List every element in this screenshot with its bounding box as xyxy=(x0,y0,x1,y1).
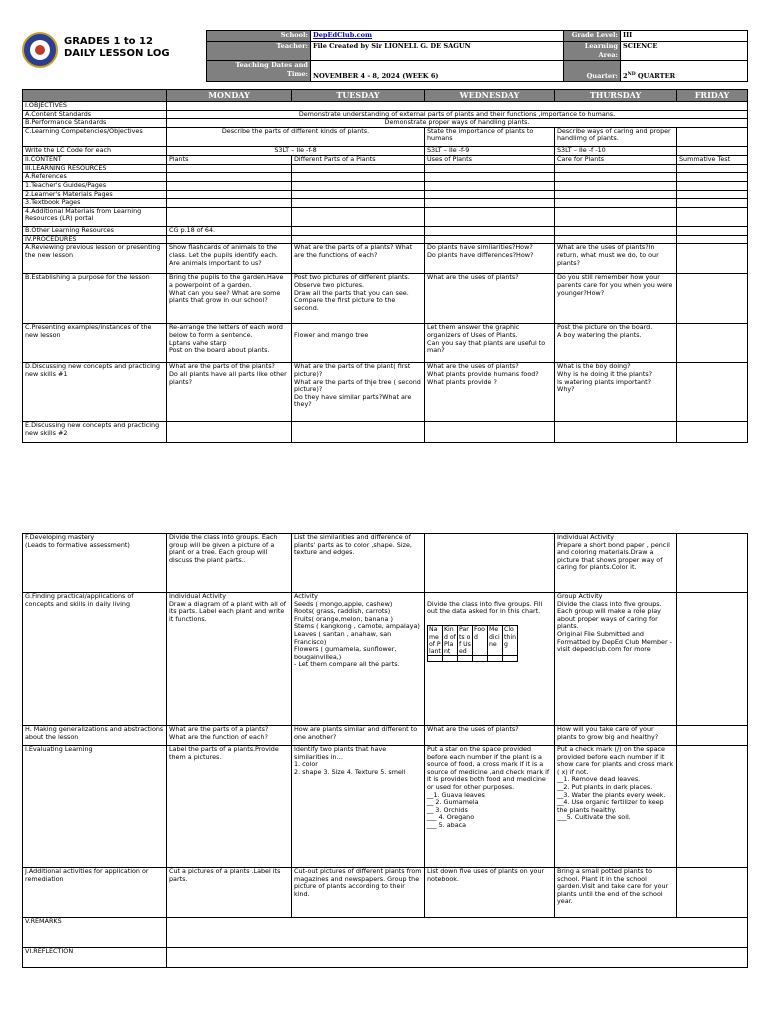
developing-mon: Divide the class into groups. Each group will be given a picture of a plant or a tree. Each group will discuss the plant parts.. xyxy=(167,534,292,593)
chart-col-clothing: Clothing xyxy=(503,626,518,656)
row-performance-standards: B.Performance Standards xyxy=(23,119,167,128)
content-fri: Summative Test xyxy=(677,155,748,164)
competencies-thu: Describe ways of caring and proper handlimg of plants. xyxy=(555,127,677,146)
reviewing-thu: What are the uses of plants?In return, what must we do, to our plants? xyxy=(555,244,677,274)
day-header-friday: FRIDAY xyxy=(677,90,748,102)
row-teachers-guides: 1.Teacher's Guides/Pages xyxy=(23,181,167,190)
presenting-tue: Flower and mango tree xyxy=(292,324,425,363)
day-header-monday: MONDAY xyxy=(167,90,292,102)
row-content: II.CONTENT xyxy=(23,155,167,164)
generalizations-mon: What are the parts of a plants? What are the function of each? xyxy=(167,726,292,746)
title-line-1: GRADES 1 to 12 xyxy=(64,36,153,47)
lc-code-thu: S3LT – IIe -f -10 xyxy=(555,146,677,155)
row-discussing-2: E.Discussing new concepts and practicing new skills #2 xyxy=(23,422,167,443)
discussing1-mon: What are the parts of the plants? Do all plants have all parts like other plants? xyxy=(167,363,292,422)
reviewing-wed: Do plants have similarities?How? Do plants have differences?How? xyxy=(425,244,555,274)
row-reviewing: A.Reviewing previous lesson or presenting the new lesson xyxy=(23,244,167,274)
chart-col-food: Food xyxy=(473,626,488,656)
row-evaluating: I.Evaluating Learning xyxy=(23,746,167,868)
row-textbook-pages: 3.Textbook Pages xyxy=(23,199,167,208)
row-lc-code: Write the LC Code for each xyxy=(23,146,167,155)
finding-mon: Individual Activity Draw a diagram of a plant with all of its parts. Label each plant and write it functions. xyxy=(167,593,292,726)
additional-thu: Bring a small potted plants to school. Plant it in the school garden.Visit and take care for your plants until the end of the school year. xyxy=(555,868,677,918)
row-discussing-1: D.Discussing new concepts and practicing new skills #1 xyxy=(23,363,167,422)
chart-col-kind: Kind of Plant xyxy=(444,626,456,655)
additional-mon: Cut a pictures of a plants .Label its parts. xyxy=(167,868,292,918)
reviewing-tue: What are the parts of a plants? What are the functions of each? xyxy=(292,244,425,274)
row-developing: F.Developing mastery (Leads to formative assessment) xyxy=(23,534,167,593)
additional-tue: Cut-out pictures of different plants from magazines and newspapers. Group the picture of plants according to their kind. xyxy=(292,868,425,918)
evaluating-wed: Put a star on the space provided before each number if the plant is a source of food, a cross mark if it is a source of medicine ,and check mark if it is provides both food and medicine or used for other purposes. __1. Guava leaves __ 2. Gumamela __ 3. Orchids ___ 4. Oregano ___ 5. abaca xyxy=(425,746,555,868)
deped-seal-icon xyxy=(22,32,58,68)
row-other-resources: B.Other Learning Resources xyxy=(23,226,167,235)
generalizations-wed: What are the uses of plants? xyxy=(425,726,555,746)
establishing-tue: Post two pictures of different plants. Observe two pictures. Draw all the parts that you can see. Compare the first picture to the second. xyxy=(292,274,425,324)
day-header-tuesday: TUESDAY xyxy=(292,90,425,102)
additional-wed: List down five uses of plants on your notebook. xyxy=(425,868,555,918)
row-generalizations: H. Making generalizations and abstractions about the lesson xyxy=(23,726,167,746)
developing-thu: Individual Activity Prepare a short bond paper , pencil and coloring materials.Draw a picture that shows proper way of caring for plants.Color it. xyxy=(555,534,677,593)
uses-of-plants-chart xyxy=(427,625,518,662)
area-label: Learning Area: xyxy=(564,42,621,61)
chart-col-medicine: Medicine xyxy=(488,626,503,656)
row-additional: J.Additional activities for application or remediation xyxy=(23,868,167,918)
row-learners-materials: 2.Learner's Materials Pages xyxy=(23,190,167,199)
school-label: School: xyxy=(207,31,311,42)
row-learning-resources: III.LEARNING RESOURCES xyxy=(23,164,167,173)
dates-value: NOVEMBER 4 - 8, 2024 (WEEK 6) xyxy=(311,61,564,82)
presenting-thu: Post the picture on the board. A boy watering the plants. xyxy=(555,324,677,363)
discussing1-wed: What are the uses of plants? What plants provide humans food? What plants provide ? xyxy=(425,363,555,422)
developing-tue: List the similarities and difference of plants' parts as to color ,shape. Size, texture and edges. xyxy=(292,534,425,593)
row-competencies: C.Learning Competencies/Objectives xyxy=(23,127,167,146)
presenting-mon: Re-arrange the letters of each word below to form a sentence. Lptans vahe starp Post on the board about plants. xyxy=(167,324,292,363)
grade-value: III xyxy=(621,31,748,42)
competencies-mon-tue: Describe the parts of different kinds of plants. xyxy=(167,127,425,146)
discussing1-thu: What is the boy doing? Why is he doing it the plants? Is watering plants important? Why? xyxy=(555,363,677,422)
performance-standards-value: Demonstrate proper ways of handling plants. xyxy=(167,119,748,128)
lc-code-wed: S3LT – IIe -f-9 xyxy=(425,146,555,155)
day-header-wednesday: WEDNESDAY xyxy=(425,90,555,102)
teacher-value: File Created by Sir LIONELL G. DE SAGUN xyxy=(311,42,564,61)
chart-col-parts: Parts of Used xyxy=(459,626,471,655)
establishing-thu: Do you still remember how your parents care for you when you were younger?How? xyxy=(555,274,677,324)
evaluating-thu: Put a check mark (/) on the space provided before each number if it show care for plants and cross mark ( x) if not. __1. Remove dead leaves. __2. Put plants in dark places. __3. Water the plants every week. __4. Use organic fertilizer to keep the plants healthy. ___5. Cultivate the soil. xyxy=(555,746,677,868)
dates-label: Teaching Dates and Time: xyxy=(207,61,311,82)
row-additional-materials: 4.Additional Materials from Learning Resources (LR) portal xyxy=(23,207,167,226)
content-mon: Plants xyxy=(167,155,292,164)
row-content-standards: A.Content Standards xyxy=(23,110,167,119)
area-value: SCIENCE xyxy=(621,42,748,61)
content-thu: Care for Plants xyxy=(555,155,677,164)
row-establishing: B.Establishing a purpose for the lesson xyxy=(23,274,167,324)
title-line-2: DAILY LESSON LOG xyxy=(64,48,170,59)
lesson-table-part-1 xyxy=(22,89,748,443)
log-title xyxy=(64,36,170,60)
corner-header xyxy=(23,90,167,102)
lesson-table-part-2 xyxy=(22,533,748,968)
row-presenting: C.Presenting examples/instances of the new lesson xyxy=(23,324,167,363)
lc-code-mon-tue: S3LT – IIe -f-8 xyxy=(167,146,425,155)
content-wed: Uses of Plants xyxy=(425,155,555,164)
content-tue: Different Parts of a Plants xyxy=(292,155,425,164)
discussing1-tue: What are the parts of the plant( first picture)? What are the parts of thje tree ( second picture)? Do they have similar parts?What are they? xyxy=(292,363,425,422)
row-objectives: I.OBJECTIVES xyxy=(23,102,167,111)
reviewing-mon: Show flashcards of animals to the class. Let the pupils identify each. Are animals important to us? xyxy=(167,244,292,274)
school-link[interactable]: DepEdClub.com xyxy=(311,31,564,42)
teacher-label: Teacher: xyxy=(207,42,311,61)
establishing-wed: What are the uses of plants? xyxy=(425,274,555,324)
row-reflection: VI.REFLECTION xyxy=(23,948,167,968)
finding-tue: Activity Seeds ( mongo,apple, cashew) Roots( grass, raddish, carrots) Fruits( orange,melon, banana ) Stems ( kangkong , camote, ampalaya) Leaves ( santan , anahaw, san Francisco) Flowers ( gumamela, sunflower, bougainvillea,) - Let them compare all the parts. xyxy=(292,593,425,726)
establishing-mon: Bring the pupils to the garden.Have a powerpoint of a garden. What can you see? What are some plants that grow in our school? xyxy=(167,274,292,324)
row-references: A.References xyxy=(23,173,167,182)
quarter-value: 2ND QUARTER xyxy=(621,61,748,82)
row-procedures: IV.PROCEDURES xyxy=(23,235,167,244)
row-finding: G.Finding practical/applications of concepts and skills in daily living xyxy=(23,593,167,726)
finding-wed xyxy=(425,593,555,726)
finding-thu: Group Activity Divide the class into five groups. Each group will make a role play about proper ways of caring for plants. Original File Submitted and Formatted by DepEd Club Member - visit depedclub.com for more xyxy=(555,593,677,726)
content-standards-value: Demonstrate understanding of external parts of plants and their functions ,importance to humans. xyxy=(167,110,748,119)
day-header-thursday: THURSDAY xyxy=(555,90,677,102)
presenting-wed: Let them answer the graphic organizers of Uses of Plants. Can you say that plants are useful to man? xyxy=(425,324,555,363)
row-remarks: V.REMARKS xyxy=(23,918,167,948)
generalizations-thu: How will you take care of your plants to grow big and healthy? xyxy=(555,726,677,746)
grade-label: Grade Level: xyxy=(564,31,621,42)
finding-wed-text: Divide the class into five groups. Fill out the data asked for in this chart. xyxy=(427,599,543,616)
competencies-wed: State the importance of plants to humans xyxy=(425,127,555,146)
info-table xyxy=(206,30,748,82)
generalizations-tue: How are plants similar and different to one another? xyxy=(292,726,425,746)
evaluating-tue: Identify two plants that have similarities in… 1. color 2. shape 3. Size 4. Texture 5. smell xyxy=(292,746,425,868)
other-resources-mon: CG p.18 of 64. xyxy=(167,226,292,235)
chart-col-name: Name of Plant xyxy=(429,626,441,655)
evaluating-mon: Label the parts of a plants.Provide them a pictures. xyxy=(167,746,292,868)
quarter-label: Quarter: xyxy=(564,61,621,82)
